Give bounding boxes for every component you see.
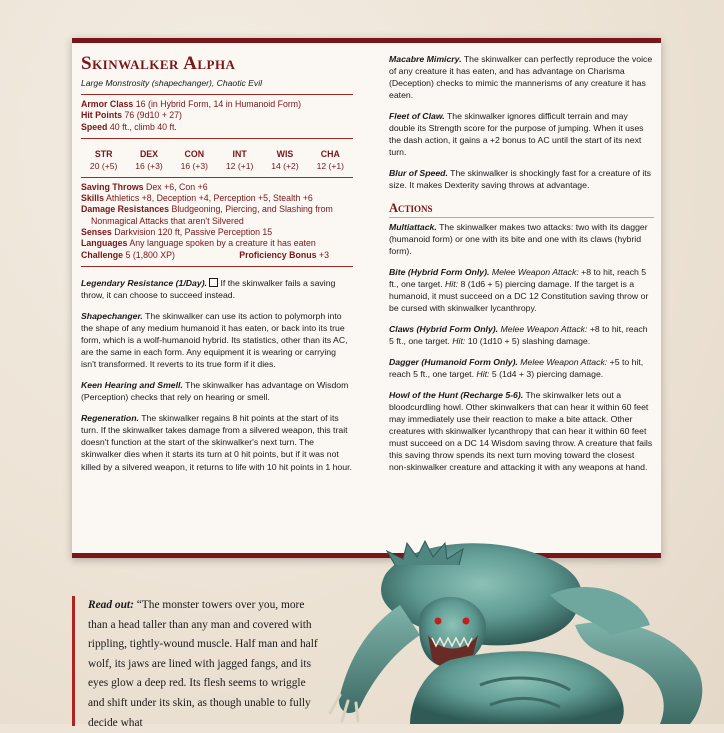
stat-block (72, 38, 661, 558)
read-out-text: “The monster towers over you, more than a head taller than any man and covered with rippling, tightly-wound muscle. Half man and half wolf, its jaws are lined with jagged fangs, and its eyes glow a deep red. Its flesh seems to wriggle and shift under its skin, as though unable to fully decide what (88, 599, 318, 729)
ability-wis: WIS 14 (+2) (271, 148, 299, 171)
divider (81, 266, 353, 267)
stat-block-left-column (81, 53, 353, 481)
ability-cha: CHA 12 (+1) (316, 148, 345, 171)
skills: Skills Athletics +8, Deception +4, Perception +5, Stealth +6 (81, 193, 313, 204)
trait-blur-of-speed: Blur of Speed. The skinwalker is shockingly fast for a creature of its size. It makes Dexterity saving throws at advantage. (389, 168, 652, 191)
divider (81, 177, 353, 178)
trait-macabre-mimicry: Macabre Mimicry. The skinwalker can perfectly reproduce the voice of any creature it has eaten, and has advantage on Charisma (Deception) checks to mimic the mannerisms of any creature it has eaten. (389, 54, 653, 101)
hit-points: Hit Points 76 (9d10 + 27) (81, 110, 182, 121)
trait-regeneration: Regeneration. The skinwalker regains 8 hit points at the start of its turn. If the skinwalker takes damage from a silvered weapon, this trait doesn't function at the start of the skinwalker's next turn. The skinwalker dies when it starts its turn at 0 hit points, but if it was not killed by a silvered weapon, it returns to life with 10 hit points in 1 hour. (81, 413, 352, 472)
armor-class: Armor Class 16 (in Hybrid Form, 14 in Humanoid Form) (81, 99, 302, 109)
action-howl-of-the-hunt: Howl of the Hunt (Recharge 5-6). The skinwalker lets out a bloodcurdling howl. Other skinwalkers that can hear it within 60 feet may immediately use their reaction to make a bite attack. Other creatures with skinwalker lycanthropy that can hear it within 60 feet must succeed on a DC 14 Wisdom saving throw. A creature that fails this saving throw spends its next turn moving toward the closest non-skinwalker creature and attacking it with any weapons at hand. (389, 389, 653, 473)
action-multiattack: Multiattack. The skinwalker makes two attacks: two with its dagger (humanoid form) or one with its bite and one with its claws (hybrid form). (389, 221, 648, 256)
speed: Speed 40 ft., climb 40 ft. (81, 121, 177, 132)
trait-shapechanger: Shapechanger. The skinwalker can use its action to polymorph into the shape of any medium humanoid it has eaten, or back into its true form, which is a wolf-humanoid hybrid. Its statistics, other than its AC, are the same in each form. Any equipment it is wearing or carrying isn't transformed. It reverts to its true form if it dies. (81, 310, 348, 370)
checkbox-icon (209, 278, 218, 287)
proficiency-bonus: Proficiency Bonus +3 (239, 249, 329, 260)
skinwalker-figure (290, 535, 724, 724)
saving-throws: Saving Throws Dex +6, Con +6 (81, 181, 208, 192)
read-out-label: Read out: (88, 599, 134, 611)
ability-con: CON 16 (+3) (180, 148, 209, 171)
ability-scores (81, 149, 353, 172)
senses: Senses Darkvision 120 ft, Passive Perception 15 (81, 227, 273, 238)
ability-str: STR 20 (+5) (89, 148, 118, 171)
actions-heading: Actions (389, 201, 654, 218)
stat-block-right-column (389, 53, 654, 482)
read-out-box (72, 596, 322, 729)
action-dagger: Dagger (Humanoid Form Only). Melee Weapon Attack: +5 to hit, reach 5 ft., one target. Hit: 5 (1d4 + 3) piercing damage. (389, 356, 644, 379)
challenge: Challenge 5 (1,800 XP) (81, 249, 175, 260)
trait-fleet-of-claw: Fleet of Claw. The skinwalker ignores difficult terrain and may double its Strength score for the purpose of jumping. When it uses the dash action, it gains a +2 bonus to AC until the start of its next turn. (389, 111, 644, 158)
action-bite: Bite (Hybrid Form Only). Melee Weapon Attack: +8 to hit, reach 5 ft., one target. Hit: 8 (1d6 + 5) piercing damage. If the target is a humanoid, it must succeed on a DC 12 Constitution saving throw or be cursed with skinwalker lycanthropy. (389, 266, 649, 313)
monster-name: Skinwalker Alpha (81, 53, 236, 74)
trait-legendary-resistance: Legendary Resistance (1/Day). If the skinwalker fails a saving throw, it can choose to succeed instead. (81, 277, 336, 301)
action-claws: Claws (Hybrid Form Only). Melee Weapon Attack: +8 to hit, reach 5 ft., one target. Hit: 10 (1d10 + 5) slashing damage. (389, 323, 648, 346)
trait-keen-hearing: Keen Hearing and Smell. The skinwalker has advantage on Wisdom (Perception) checks that rely on hearing or smell. (81, 380, 349, 403)
languages: Languages Any language spoken by a creature it has eaten (81, 238, 316, 249)
divider (81, 138, 353, 139)
ability-dex: DEX 16 (+3) (135, 148, 163, 171)
monster-subtype: Large Monstrosity (shapechanger), Chaotic Evil (81, 78, 263, 88)
ability-int: INT 12 (+1) (225, 148, 254, 171)
challenge-row (81, 250, 353, 261)
damage-resistances: Damage Resistances Bludgeoning, Piercing, and Slashing from Nonmagical Attacks that aren't Silvered (81, 204, 333, 226)
divider (81, 94, 353, 95)
creature-illustration (290, 535, 724, 724)
